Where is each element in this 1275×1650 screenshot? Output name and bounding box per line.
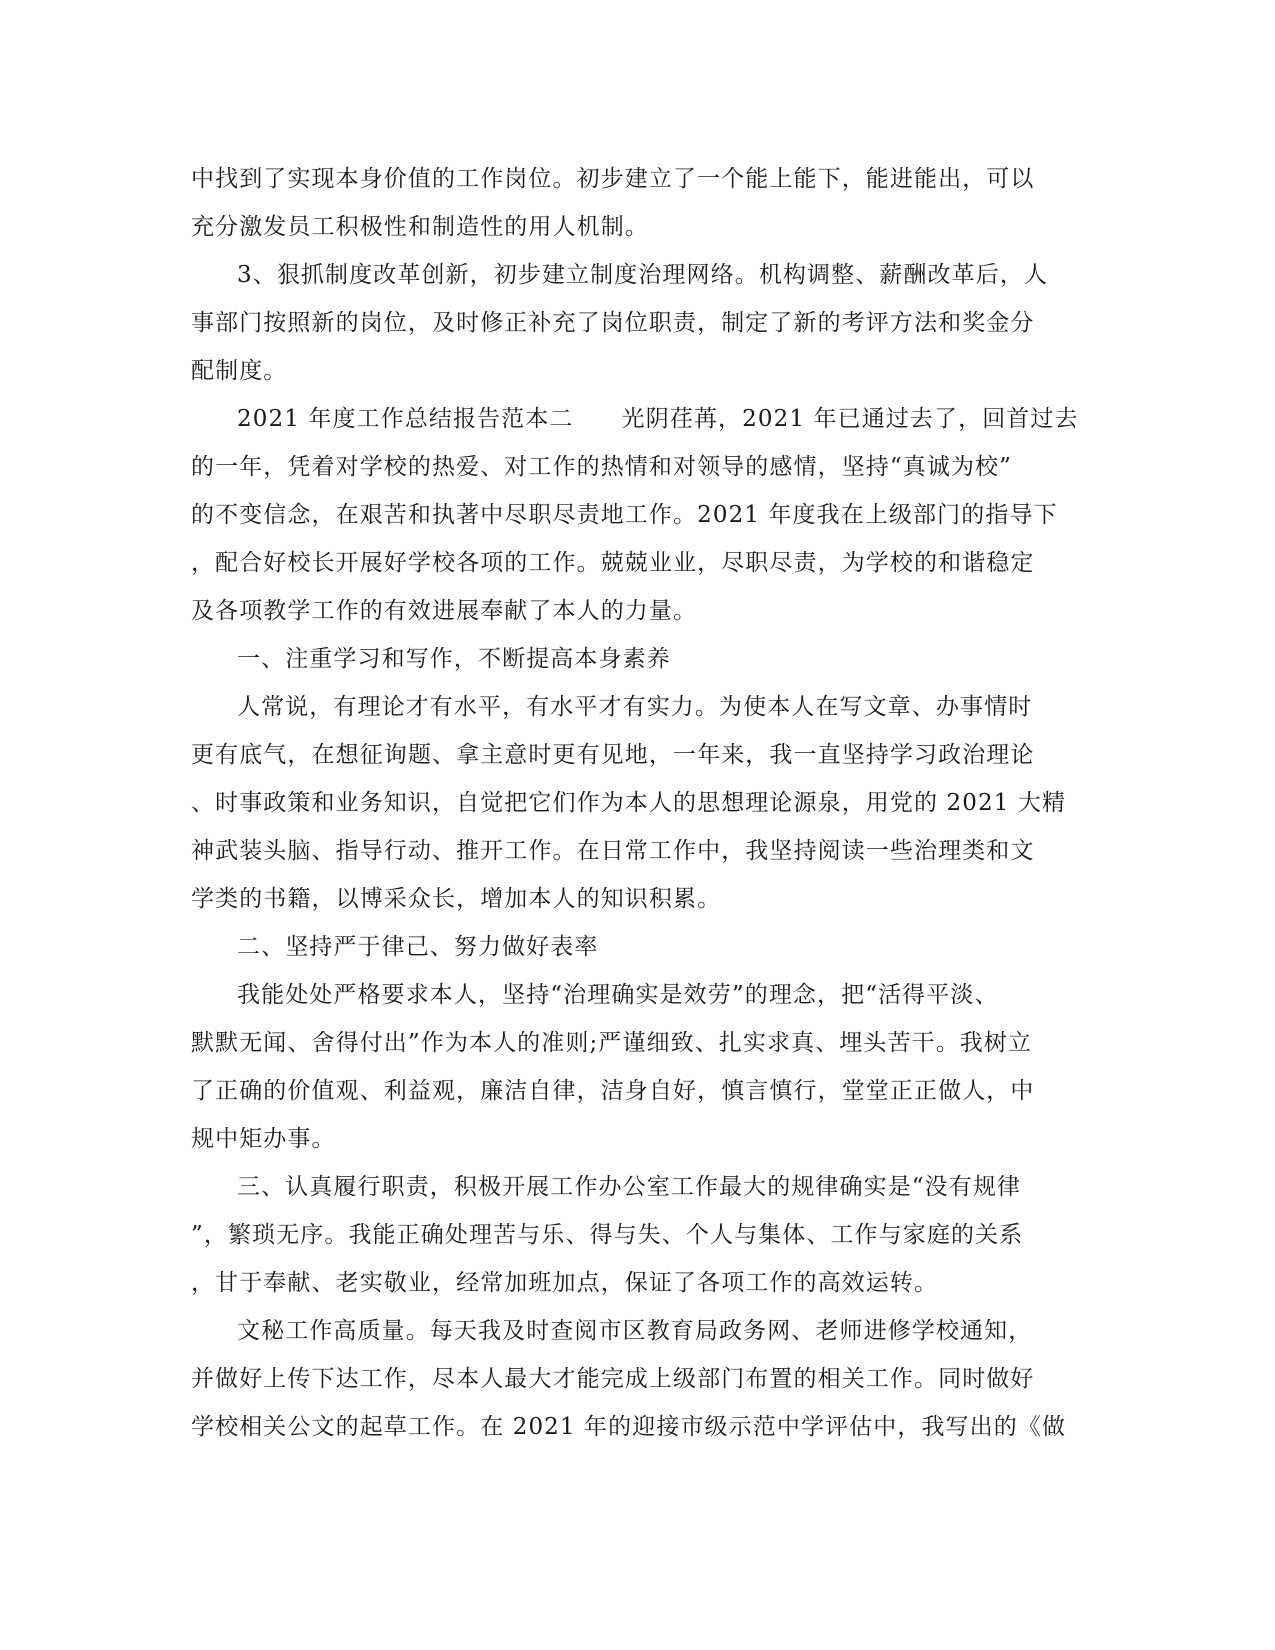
text-line: 的不变信念，在艰苦和执著中尽职尽责地工作。2021 年度我在上级部门的指导下: [191, 502, 1058, 528]
text-line: 更有底气，在想征询题、拿主意时更有见地，一年来，我一直坚持学习政治理论: [191, 742, 1035, 768]
text-line: 3、狠抓制度改革创新，初步建立制度治理网络。机构调整、薪酬改革后，人: [237, 262, 1049, 288]
text-line: 学校相关公文的起草工作。在 2021 年的迎接市级示范中学评估中，我写出的《做: [191, 1414, 1067, 1440]
text-line: 二、坚持严于律己、努力做好表率: [237, 934, 599, 960]
text-line: 神武装头脑、指导行动、推开工作。在日常工作中，我坚持阅读一些治理类和文: [191, 838, 1035, 864]
text-line: 学类的书籍，以博采众长，增加本人的知识积累。: [191, 886, 722, 912]
text-line: 的一年，凭着对学校的热爱、对工作的热情和对领导的感情，坚持“真诚为校”: [191, 454, 1013, 480]
text-line: 充分激发员工积极性和制造性的用人机制。: [191, 214, 649, 240]
text-line: 中找到了实现本身价值的工作岗位。初步建立了一个能上能下，能进能出，可以: [191, 166, 1035, 192]
text-line: 默默无闻、舍得付出”作为本人的准则;严谨细致、扎实求真、埋头苦干。我树立: [191, 1030, 1033, 1056]
text-line: 规中矩办事。: [191, 1126, 336, 1152]
text-line: 并做好上传下达工作，尽本人最大才能完成上级部门布置的相关工作。同时做好: [191, 1366, 1035, 1392]
text-line: 2021 年度工作总结报告范本二 光阴荏苒，2021 年已通过去了，回首过去: [237, 406, 1079, 432]
text-line: 人常说，有理论才有水平，有水平才有实力。为使本人在写文章、办事情时: [237, 694, 1033, 720]
text-line: ，甘于奉献、老实敬业，经常加班加点，保证了各项工作的高效运转。: [191, 1270, 939, 1296]
text-line: 事部门按照新的岗位，及时修正补充了岗位职责，制定了新的考评方法和奖金分: [191, 310, 1035, 336]
text-line: ”，繁琐无序。我能正确处理苦与乐、得与失、个人与集体、工作与家庭的关系: [191, 1222, 1024, 1248]
text-line: 文秘工作高质量。每天我及时查阅市区教育局政务网、老师进修学校通知，: [237, 1318, 1033, 1344]
text-line: 三、认真履行职责，积极开展工作办公室工作最大的规律确实是“没有规律: [237, 1174, 1022, 1200]
text-line: 我能处处严格要求本人，坚持“治理确实是效劳”的理念，把“活得平淡、: [237, 982, 999, 1008]
text-line: 配制度。: [191, 358, 288, 384]
text-line: 一、注重学习和写作，不断提高本身素养: [237, 646, 671, 672]
text-line: 了正确的价值观、利益观，廉洁自律，洁身自好，慎言慎行，堂堂正正做人，中: [191, 1078, 1035, 1104]
text-line: ，配合好校长开展好学校各项的工作。兢兢业业，尽职尽责，为学校的和谐稳定: [191, 550, 1035, 576]
text-line: 及各项教学工作的有效进展奉献了本人的力量。: [191, 598, 698, 624]
document-body: [191, 155, 1091, 1451]
text-line: 、时事政策和业务知识，自觉把它们作为本人的思想理论源泉，用党的 2021 大精: [191, 790, 1067, 816]
